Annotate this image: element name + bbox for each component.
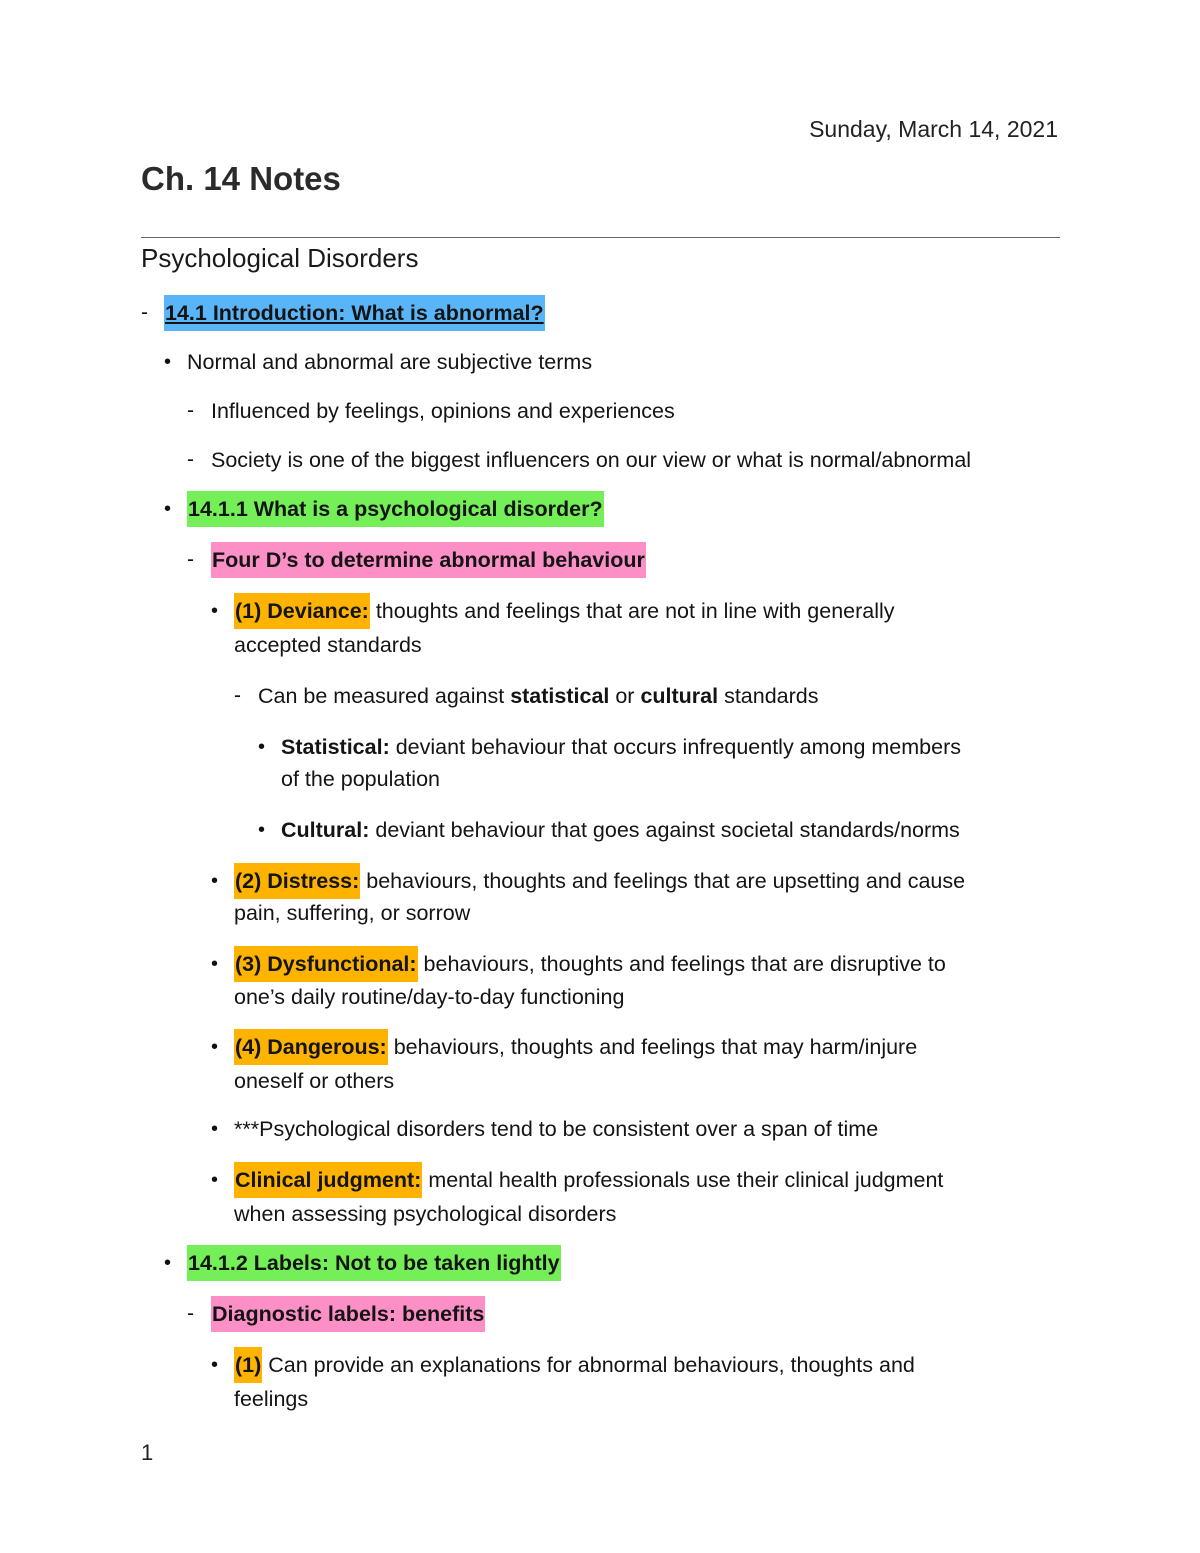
dot-bullet: • (164, 498, 172, 520)
dash-bullet: - (141, 301, 148, 324)
dash-bullet: - (234, 684, 241, 707)
list-item-deviance: (1) Deviance: thoughts and feelings that are not in line with generally (234, 594, 895, 628)
dot-bullet: • (258, 819, 266, 841)
list-item: Normal and abnormal are subjective terms (187, 350, 593, 374)
list-item-cultural: Cultural: deviant behaviour that goes against societal standards/norms (281, 818, 960, 842)
list-item-dysfunctional: (3) Dysfunctional: behaviours, thoughts and feelings that are disruptive to (234, 947, 946, 981)
list-item-continuation: when assessing psychological disorders (234, 1202, 617, 1226)
dot-bullet: • (164, 351, 172, 373)
list-item-distress: (2) Distress: behaviours, thoughts and feelings that are upsetting and cause (234, 864, 965, 898)
list-item: ***Psychological disorders tend to be consistent over a span of time (234, 1117, 879, 1141)
dash-bullet: - (187, 548, 194, 571)
heading-14-1-2: 14.1.2 Labels: Not to be taken lightly (187, 1246, 561, 1280)
note-date: Sunday, March 14, 2021 (809, 116, 1058, 142)
subheading-diagnostic-labels: Diagnostic labels: benefits (211, 1297, 485, 1331)
dash-bullet: - (187, 1302, 194, 1325)
list-item-benefit-1: (1) Can provide an explanations for abnormal behaviours, thoughts and (234, 1348, 915, 1382)
list-item-continuation: of the population (281, 767, 440, 791)
list-item-statistical: Statistical: deviant behaviour that occurs infrequently among members (281, 735, 961, 759)
list-item-continuation: accepted standards (234, 633, 422, 657)
title-divider (141, 237, 1060, 238)
dot-bullet: • (211, 953, 219, 975)
list-item-continuation: oneself or others (234, 1069, 395, 1093)
list-item-continuation: one’s daily routine/day-to-day functioning (234, 985, 625, 1009)
subheading-four-ds: Four D’s to determine abnormal behaviour (211, 543, 646, 577)
dot-bullet: • (211, 1169, 219, 1191)
list-item-continuation: pain, suffering, or sorrow (234, 901, 471, 925)
list-item-clinical-judgment: Clinical judgment: mental health professionals use their clinical judgment (234, 1163, 943, 1197)
dot-bullet: • (164, 1252, 172, 1274)
list-item-continuation: feelings (234, 1387, 309, 1411)
list-item: Influenced by feelings, opinions and experiences (211, 399, 675, 423)
dot-bullet: • (211, 600, 219, 622)
dot-bullet: • (211, 1354, 219, 1376)
dash-bullet: - (187, 399, 194, 422)
list-item-dangerous: (4) Dangerous: behaviours, thoughts and feelings that may harm/injure (234, 1030, 917, 1064)
dot-bullet: • (211, 1036, 219, 1058)
dot-bullet: • (258, 736, 266, 758)
page-number: 1 (141, 1440, 154, 1465)
heading-14-1: 14.1 Introduction: What is abnormal? (164, 296, 545, 330)
dot-bullet: • (211, 1118, 219, 1140)
dash-bullet: - (187, 448, 194, 471)
dot-bullet: • (211, 870, 219, 892)
list-item: Can be measured against statistical or cultural standards (258, 684, 819, 708)
list-item: Society is one of the biggest influencers on our view or what is normal/abnormal (211, 448, 972, 472)
page-title: Ch. 14 Notes (141, 160, 341, 197)
section-title: Psychological Disorders (141, 243, 419, 273)
heading-14-1-1: 14.1.1 What is a psychological disorder? (187, 492, 604, 526)
